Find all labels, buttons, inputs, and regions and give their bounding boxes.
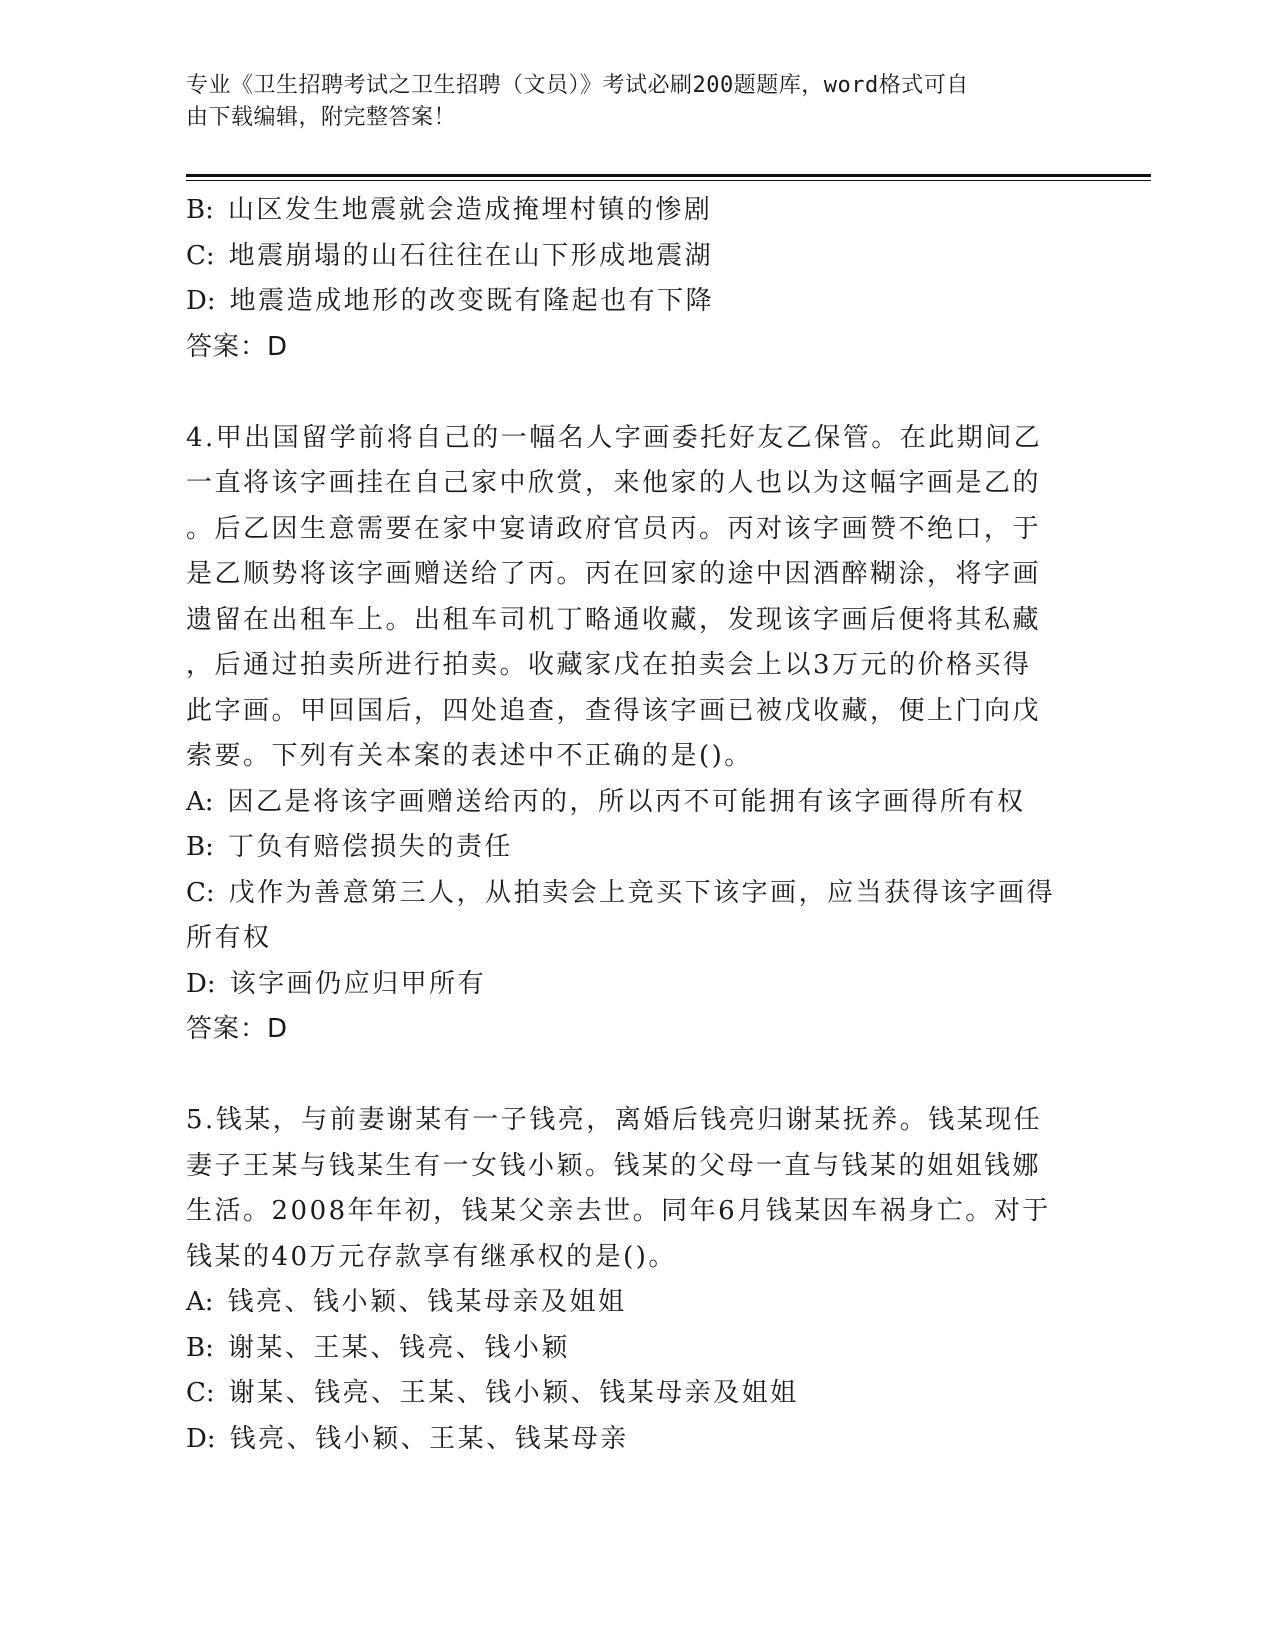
- option-d: [186, 962, 1066, 1008]
- header-line-1: 专业《卫生招聘考试之卫生招聘（文员）》考试必刷200题题库，word格式可自: [186, 73, 969, 98]
- option-key: A:: [186, 786, 214, 817]
- option-key: C:: [186, 877, 215, 908]
- document-header: [186, 70, 1066, 134]
- question-line: 索要。下列有关本案的表述中不正确的是()。: [186, 741, 753, 771]
- question-line: 5.钱某，与前妻谢某有一子钱亮，离婚后钱亮归谢某抚养。钱某现任: [186, 1105, 1043, 1135]
- header-divider-thick: [186, 174, 1151, 177]
- question-line: 遗留在出租车上。出租车司机丁略通收藏，发现该字画后便将其私藏: [186, 604, 1042, 635]
- option-key: D:: [186, 1423, 216, 1454]
- option-text: 钱亮、钱小颖、钱某母亲及姐姐: [227, 1287, 627, 1317]
- option-d: [186, 279, 1066, 325]
- option-d: [186, 1417, 1066, 1463]
- option-text: 因乙是将该字画赠送给丙的，所以丙不可能拥有该字画得所有权: [227, 786, 1026, 817]
- question-5: [186, 1098, 1066, 1462]
- question-line: 。后乙因生意需要在家中宴请政府官员丙。丙对该字画赞不绝口，于: [186, 513, 1042, 544]
- question-line: ，后通过拍卖所进行拍卖。收藏家戊在拍卖会上以3万元的价格买得: [186, 650, 1032, 680]
- option-text: 丁负有赔偿损失的责任: [227, 832, 513, 862]
- question-line: 钱某的40万元存款享有继承权的是()。: [186, 1241, 677, 1272]
- option-key: A:: [186, 1287, 214, 1317]
- document-body: [186, 188, 1066, 1462]
- answer-line: 答案：D: [186, 1014, 289, 1044]
- option-a: [186, 780, 1066, 826]
- option-key: C:: [186, 240, 215, 271]
- question-stem: [186, 416, 1066, 780]
- answer-line: 答案：D: [186, 331, 289, 362]
- option-key: B:: [186, 1332, 214, 1363]
- option-text: 谢某、王某、钱亮、钱小颖: [227, 1332, 570, 1363]
- option-key: D:: [186, 286, 216, 316]
- option-text: 地震崩塌的山石往往在山下形成地震湖: [228, 240, 714, 271]
- option-c: [186, 1371, 1066, 1417]
- option-key: B:: [186, 832, 214, 862]
- option-text: 谢某、钱亮、王某、钱小颖、钱某母亲及姐姐: [228, 1378, 799, 1408]
- question-stem: [186, 1098, 1066, 1280]
- option-a: [186, 1280, 1066, 1326]
- option-text: 地震造成地形的改变既有隆起也有下降: [229, 286, 715, 316]
- question-3: [186, 188, 1066, 370]
- option-key: B:: [186, 195, 214, 225]
- question-line: 此字画。甲回国后，四处追查，查得该字画已被戊收藏，便上门向戊: [186, 695, 1042, 726]
- option-text: 戊作为善意第三人，从拍卖会上竞买下该字画，应当获得该字画得: [228, 877, 1056, 908]
- question-line: 一直将该字画挂在自己家中欣赏，来他家的人也以为这幅字画是乙的: [186, 468, 1042, 498]
- option-continuation: 所有权: [186, 923, 272, 953]
- spacer: [186, 1053, 1066, 1099]
- option-b: [186, 1326, 1066, 1372]
- option-text: 该字画仍应归甲所有: [229, 968, 487, 999]
- option-c: [186, 234, 1066, 280]
- option-text: 钱亮、钱小颖、王某、钱某母亲: [229, 1423, 629, 1454]
- option-b: [186, 825, 1066, 871]
- header-line-2: 由下载编辑，附完整答案！: [186, 105, 457, 130]
- question-4: [186, 416, 1066, 1053]
- option-c: [186, 871, 1066, 917]
- question-line: 生活。2008年年初，钱某父亲去世。同年6月钱某因车祸身亡。对于: [186, 1196, 1051, 1226]
- option-key: D:: [186, 968, 216, 999]
- option-key: C:: [186, 1378, 215, 1408]
- question-line: 4.甲出国留学前将自己的一幅名人字画委托好友乙保管。在此期间乙: [186, 422, 1043, 453]
- option-text: 山区发生地震就会造成掩埋村镇的惨剧: [227, 195, 713, 225]
- option-b: [186, 188, 1066, 234]
- spacer: [186, 370, 1066, 416]
- header-divider-thin: [186, 180, 1151, 181]
- question-line: 妻子王某与钱某生有一女钱小颖。钱某的父母一直与钱某的姐姐钱娜: [186, 1150, 1042, 1181]
- question-line: 是乙顺势将该字画赠送给了丙。丙在回家的途中因酒醉糊涂，将字画: [186, 559, 1042, 589]
